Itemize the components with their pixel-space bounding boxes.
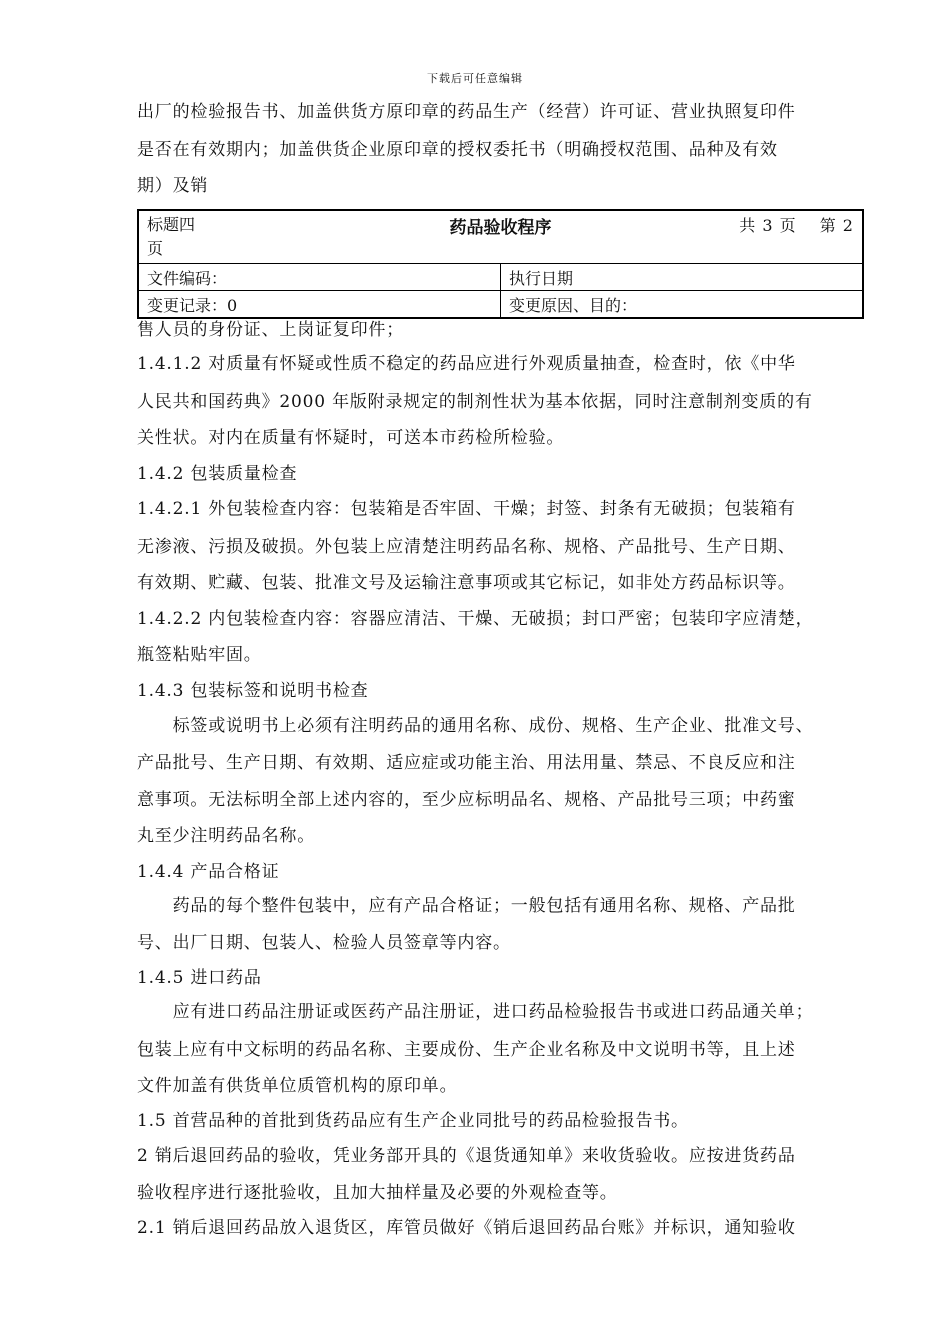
text-line: 无渗液、污损及破损。外包装上应清楚注明药品名称、规格、产品批号、生产日期、 — [137, 537, 796, 557]
text-line: 1.4.1.2 对质量有怀疑或性质不稳定的药品应进行外观质量抽查，检查时，依《中华 — [137, 354, 796, 374]
table-row — [138, 291, 863, 319]
text-line: 产品批号、生产日期、有效期、适应症或功能主治、用法用量、禁忌、不良反应和注 — [137, 753, 796, 773]
document-header-table — [137, 209, 864, 319]
section-heading: 1.4.3 包装标签和说明书检查 — [137, 681, 369, 701]
text-line: 1.4.2.1 外包装检查内容：包装箱是否牢固、干燥；封签、封条有无破损；包装箱有 — [137, 499, 796, 519]
text-line: 意事项。无法标明全部上述内容的，至少应标明品名、规格、产品批号三项；中药蜜 — [137, 790, 796, 810]
text-line: 号、出厂日期、包装人、检验人员签章等内容。 — [137, 933, 511, 953]
text-line: 是否在有效期内；加盖供货企业原印章的授权委托书（明确授权范围、品种及有效 — [137, 140, 778, 160]
text-line: 包装上应有中文标明的药品名称、主要成份、生产企业名称及中文说明书等，且上述 — [137, 1040, 796, 1060]
table-title-row — [138, 210, 863, 264]
text-line: 验收程序进行逐批验收，且加大抽样量及必要的外观检查等。 — [137, 1183, 618, 1203]
section-heading: 1.4.2 包装质量检查 — [137, 464, 298, 484]
file-code-cell: 文件编码： — [138, 264, 501, 291]
change-record-cell: 变更记录：0 — [138, 291, 501, 319]
document-title: 药品验收程序 — [449, 218, 552, 238]
title-label: 标题四 — [147, 215, 196, 234]
change-reason-cell: 变更原因、目的： — [501, 291, 864, 319]
text-line: 1.5 首营品种的首批到货药品应有生产企业同批号的药品检验报告书。 — [137, 1111, 689, 1131]
text-line: 药品的每个整件包装中，应有产品合格证；一般包括有通用名称、规格、产品批 — [137, 896, 796, 916]
text-line: 2 销后退回药品的验收，凭业务部开具的《退货通知单》来收货验收。应按进货药品 — [137, 1146, 796, 1166]
text-line: 应有进口药品注册证或医药产品注册证，进口药品检验报告书或进口药品通关单； — [137, 1002, 814, 1022]
text-line: 1.4.2.2 内包装检查内容：容器应清洁、干燥、无破损；封口严密；包装印字应清楚， — [137, 609, 814, 629]
text-line: 丸至少注明药品名称。 — [137, 826, 315, 846]
table-row — [138, 264, 863, 291]
text-line: 标签或说明书上必须有注明药品的通用名称、成份、规格、生产企业、批准文号、 — [137, 716, 814, 736]
text-line: 期）及销 — [137, 176, 209, 196]
text-line: 售人员的身份证、上岗证复印件； — [137, 320, 404, 340]
exec-date-cell: 执行日期 — [501, 264, 864, 291]
text-line: 瓶签粘贴牢固。 — [137, 645, 262, 665]
text-line: 人民共和国药典》2000 年版附录规定的制剂性状为基本依据，同时注意制剂变质的有 — [137, 392, 813, 412]
section-heading: 1.4.4 产品合格证 — [137, 862, 280, 882]
page-count: 共 3 页 第 2 — [739, 216, 854, 235]
text-line: 出厂的检验报告书、加盖供货方原印章的药品生产（经营）许可证、营业执照复印件 — [137, 102, 796, 122]
text-line: 关性状。对内在质量有怀疑时，可送本市药检所检验。 — [137, 428, 565, 448]
title-cell — [138, 210, 863, 264]
page-count-continuation: 页 — [147, 239, 164, 258]
text-line: 文件加盖有供货单位质管机构的原印单。 — [137, 1076, 458, 1096]
header-note: 下载后可任意编辑 — [427, 72, 523, 85]
text-line: 有效期、贮藏、包装、批准文号及运输注意事项或其它标记，如非处方药品标识等。 — [137, 573, 796, 593]
section-heading: 1.4.5 进口药品 — [137, 968, 262, 988]
text-line: 2.1 销后退回药品放入退货区，库管员做好《销后退回药品台账》并标识，通知验收 — [137, 1218, 796, 1238]
